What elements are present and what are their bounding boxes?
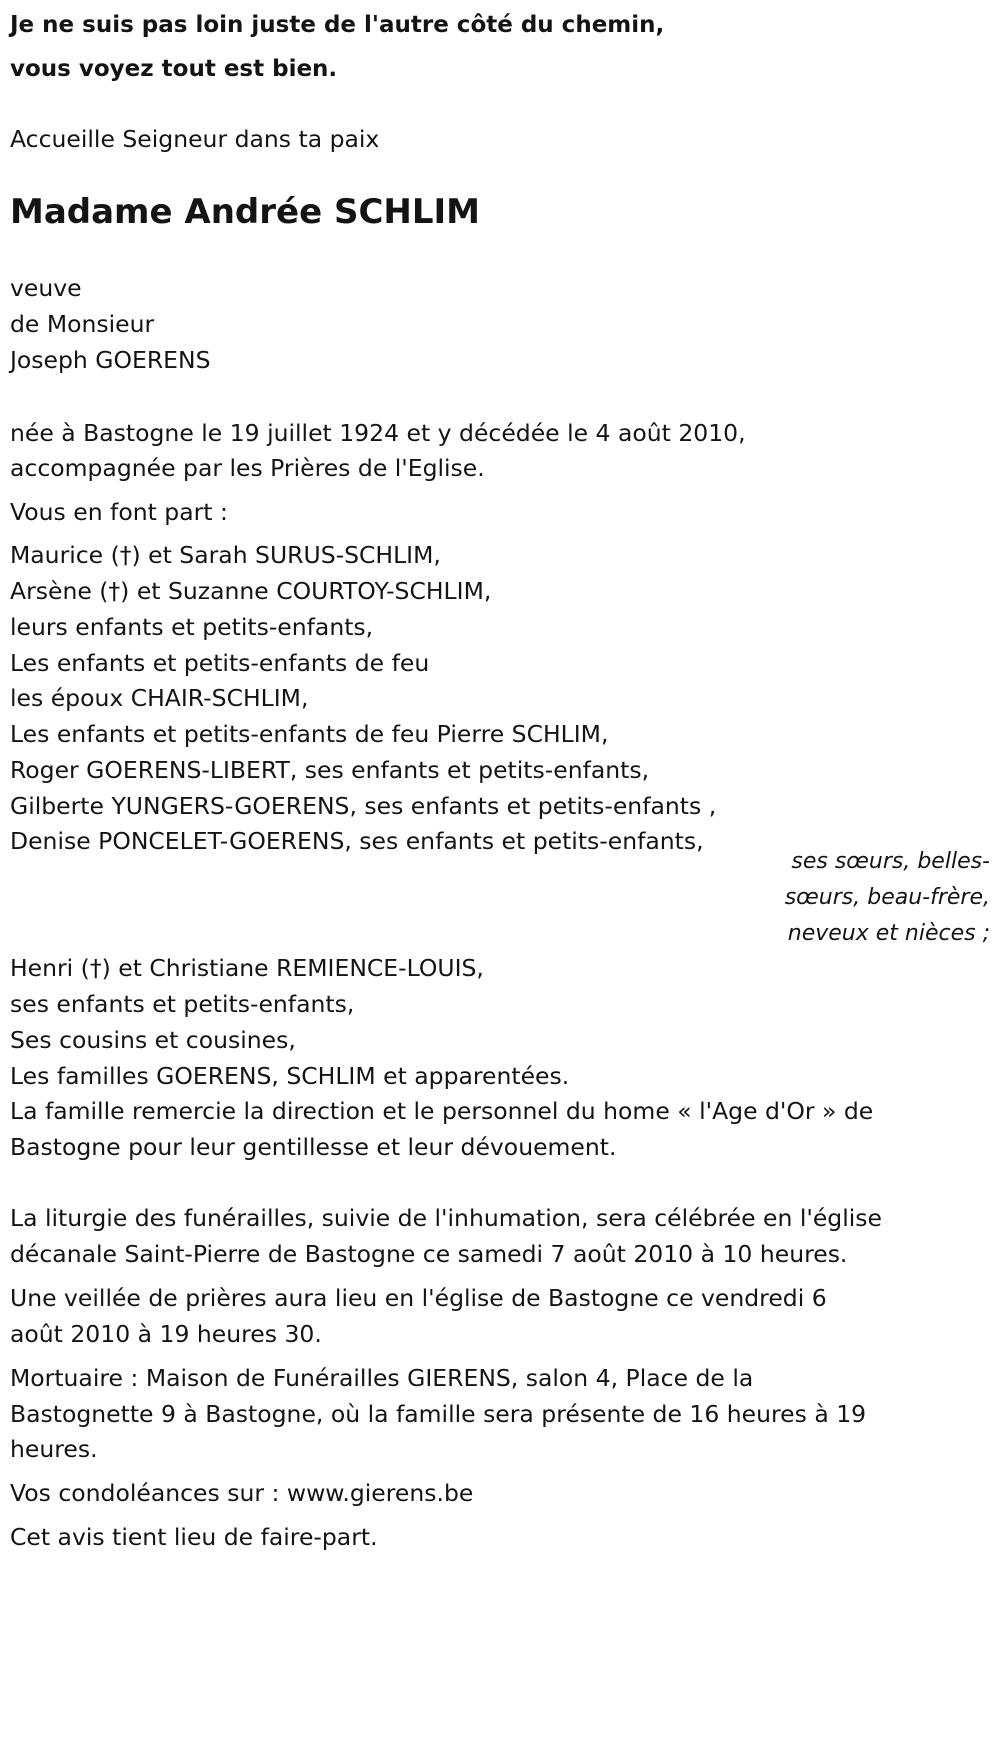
family2-line: Les familles GOERENS, SCHLIM et apparentées. xyxy=(10,1062,570,1090)
deceased-name: Madame Andrée SCHLIM xyxy=(10,192,481,232)
epigraph-line-2: vous voyez tout est bien. xyxy=(10,56,338,82)
closing-text: Cet avis tient lieu de faire-part. xyxy=(10,1523,378,1551)
birth-death-line-1: née à Bastogne le 19 juillet 1924 et y décédée le 4 août 2010, xyxy=(10,419,746,447)
mortuary-line-2: Bastognette 9 à Bastogne, où la famille sera présente de 16 heures à 19 xyxy=(10,1400,867,1428)
family-line: Les enfants et petits-enfants de feu Pierre SCHLIM, xyxy=(10,720,609,748)
siblings-note-line-2: sœurs, beau-frère, xyxy=(784,885,990,910)
announce-intro: Vous en font part : xyxy=(10,498,228,526)
epigraph-line-1: Je ne suis pas loin juste de l'autre côté du chemin, xyxy=(10,12,665,38)
status-line-2: de Monsieur xyxy=(10,310,155,338)
status-line-3: Joseph GOERENS xyxy=(10,346,211,374)
vigil-line-2: août 2010 à 19 heures 30. xyxy=(10,1320,322,1348)
prayer-text: Accueille Seigneur dans ta paix xyxy=(10,125,380,153)
siblings-note-line-3: neveux et nièces ; xyxy=(787,921,990,946)
vigil-line-1: Une veillée de prières aura lieu en l'église de Bastogne ce vendredi 6 xyxy=(10,1284,827,1312)
family-line: Roger GOERENS-LIBERT, ses enfants et petits-enfants, xyxy=(10,756,650,784)
siblings-note-line-1: ses sœurs, belles- xyxy=(791,849,990,874)
family-line: Denise PONCELET-GOERENS, ses enfants et petits-enfants, xyxy=(10,827,704,855)
family2-line: Henri (†) et Christiane REMIENCE-LOUIS, xyxy=(10,954,484,982)
funeral-line-1: La liturgie des funérailles, suivie de l'inhumation, sera célébrée en l'église xyxy=(10,1204,882,1232)
mortuary-line-1: Mortuaire : Maison de Funérailles GIERENS, salon 4, Place de la xyxy=(10,1364,754,1392)
birth-death-line-2: accompagnée par les Prières de l'Eglise. xyxy=(10,454,485,482)
family-line: les époux CHAIR-SCHLIM, xyxy=(10,684,309,712)
family-line: Les enfants et petits-enfants de feu xyxy=(10,649,430,677)
thanks-line-2: Bastogne pour leur gentillesse et leur dévouement. xyxy=(10,1133,617,1161)
funeral-line-2: décanale Saint-Pierre de Bastogne ce samedi 7 août 2010 à 10 heures. xyxy=(10,1240,848,1268)
family2-line: ses enfants et petits-enfants, xyxy=(10,990,355,1018)
condolences-text: Vos condoléances sur : www.gierens.be xyxy=(10,1479,474,1507)
family-line: Maurice (†) et Sarah SURUS-SCHLIM, xyxy=(10,541,441,569)
thanks-line-1: La famille remercie la direction et le personnel du home « l'Age d'Or » de xyxy=(10,1097,874,1125)
mortuary-line-3: heures. xyxy=(10,1435,98,1463)
family-line: leurs enfants et petits-enfants, xyxy=(10,613,374,641)
family2-line: Ses cousins et cousines, xyxy=(10,1026,296,1054)
status-line-1: veuve xyxy=(10,274,82,302)
family-line: Gilberte YUNGERS-GOERENS, ses enfants et petits-enfants , xyxy=(10,792,717,820)
family-line: Arsène (†) et Suzanne COURTOY-SCHLIM, xyxy=(10,577,492,605)
